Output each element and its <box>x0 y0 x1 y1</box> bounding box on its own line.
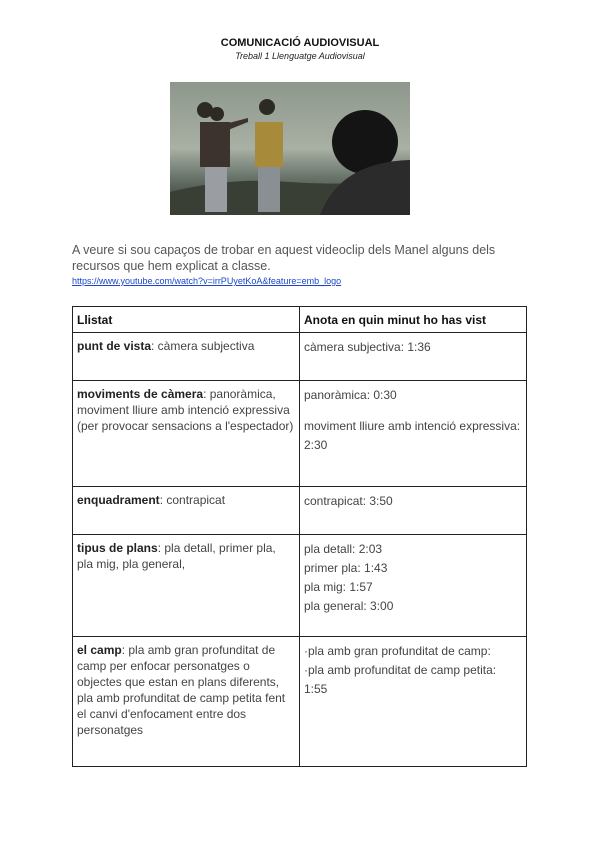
answer-line: primer pla: 1:43 <box>304 561 388 575</box>
resource-desc: : pla detall, primer pla, pla mig, pla general, <box>77 541 276 571</box>
resource-desc: : pla amb gran profunditat de camp per enfocar personatges o objectes que estan en plans diferents, pla amb profunditat de camp petita fent el canvi d'enfocament entre dos personatges <box>77 643 286 737</box>
table-header-row <box>73 307 527 333</box>
resource-desc: : càmera subjectiva <box>151 339 255 353</box>
answer-cell[interactable] <box>300 637 527 767</box>
answer-line: pla mig: 1:57 <box>304 580 373 594</box>
resource-cell <box>73 535 300 637</box>
column-header-minut: Anota en quin minut ho has vist <box>300 307 527 333</box>
answer-line: ·pla amb gran profunditat de camp: <box>304 644 491 658</box>
answer-line: pla general: 3:00 <box>304 599 394 613</box>
table-row <box>73 535 527 637</box>
resource-desc: : contrapicat <box>159 493 226 507</box>
answer-cell[interactable] <box>300 487 527 535</box>
document-title: COMUNICACIÓ AUDIOVISUAL <box>220 37 380 49</box>
document-subtitle: Treball 1 Llenguatge Audiovisual <box>235 51 365 61</box>
resource-cell <box>73 333 300 381</box>
resource-term: moviments de càmera <box>77 387 204 401</box>
youtube-link[interactable]: https://www.youtube.com/watch?v=irrPUyetKoA&feature=emb_logo <box>72 276 342 286</box>
answer-cell[interactable] <box>300 381 527 487</box>
column-header-llistat: Llistat <box>73 307 300 333</box>
answer-line: contrapicat: 3:50 <box>304 494 393 508</box>
table-row <box>73 333 527 381</box>
table-row <box>73 637 527 767</box>
answer-cell[interactable] <box>300 535 527 637</box>
resources-table <box>72 306 527 767</box>
intro-text: A veure si sou capaços de trobar en aquest videoclip dels Manel alguns dels recursos que hem explicat a classe. <box>72 243 496 273</box>
answer-line: panoràmica: 0:30 <box>304 388 397 402</box>
resource-desc: : panoràmica, moviment lliure amb intenció expressiva (per provocar sensacions a l'espectador) <box>77 387 294 433</box>
resource-term: enquadrament <box>77 493 160 507</box>
resource-cell <box>73 637 300 767</box>
resource-cell <box>73 487 300 535</box>
video-still-image <box>170 82 410 215</box>
answer-line: pla detall: 2:03 <box>304 542 383 556</box>
answer-line: càmera subjectiva: 1:36 <box>304 340 431 354</box>
answer-cell[interactable] <box>300 333 527 381</box>
resource-term: tipus de plans <box>77 541 158 555</box>
table-row <box>73 381 527 487</box>
resource-term: punt de vista <box>77 339 152 353</box>
table-row <box>73 487 527 535</box>
answer-line: moviment lliure amb intenció expressiva: 2:30 <box>304 419 521 452</box>
resource-term: el camp <box>77 643 122 657</box>
answer-line: ·pla amb profunditat de camp petita: 1:55 <box>304 663 497 696</box>
resource-cell <box>73 381 300 487</box>
